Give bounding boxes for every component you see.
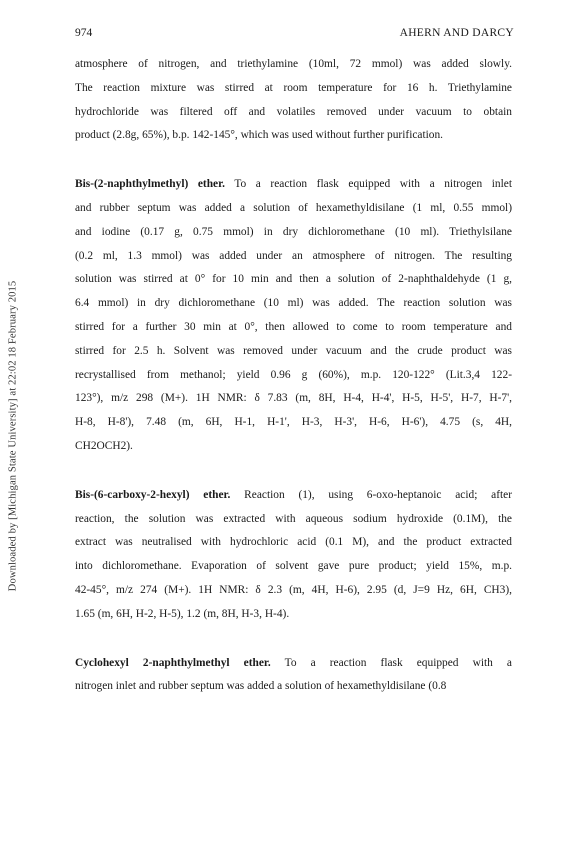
text-line: [75, 508, 512, 532]
article-body: [75, 53, 512, 724]
text-line: [75, 340, 512, 364]
text-line: [75, 603, 512, 627]
line-text: solution was stirred at 0° for 10 min and then a solution of 2-naphthaldehyde (1 g,: [75, 273, 512, 286]
paragraph: [75, 53, 512, 148]
line-text: H-8, H-8'), 7.48 (m, 6H, H-1, H-1', H-3, H-3', H-6, H-6'), 4.75 (s, 4H,: [75, 416, 512, 429]
line-text: 1.65 (m, 6H, H-2, H-5), 1.2 (m, 8H, H-3, H-4).: [75, 607, 290, 620]
text-line: [75, 364, 512, 388]
text-line: [75, 53, 512, 77]
text-line: [75, 316, 512, 340]
line-text: atmosphere of nitrogen, and triethylamine (10ml, 72 mmol) was added slowly.: [75, 58, 512, 70]
line-text: (0.2 ml, 1.3 mmol) was added under an atmosphere of nitrogen. The resulting: [75, 249, 512, 262]
line-text: hydrochloride was filtered off and volatiles removed under vacuum to obtain: [75, 105, 512, 118]
text-line: [75, 652, 512, 676]
line-text: stirred for 2.5 h. Solvent was removed under vacuum and the crude product was: [75, 344, 512, 357]
download-watermark: [2, 236, 24, 636]
paragraph: [75, 173, 512, 459]
text-line: [75, 292, 512, 316]
running-head: AHERN AND DARCY: [399, 27, 514, 39]
text-line: [75, 197, 512, 221]
text-line: [75, 101, 512, 125]
text-line: [75, 124, 512, 148]
section-title: Bis-(6-carboxy-2-hexyl) ether.: [75, 488, 231, 501]
line-text: and iodine (0.17 g, 0.75 mmol) in dry dichloromethane (10 ml). Triethylsilane: [75, 225, 512, 238]
line-text: reaction, the solution was extracted with aqueous sodium hydroxide (0.1M), the: [75, 512, 512, 525]
line-text: into dichloromethane. Evaporation of solvent gave pure product; yield 15%, m.p.: [75, 560, 512, 573]
line-text: To a reaction flask equipped with a nitrogen inlet: [224, 178, 512, 191]
line-text: To a reaction flask equipped with a: [270, 656, 512, 669]
text-line: [75, 484, 512, 508]
text-line: [75, 675, 512, 699]
line-text: Reaction (1), using 6-oxo-heptanoic acid; after: [230, 488, 513, 501]
section-title: Cyclohexyl 2-naphthylmethyl ether.: [75, 656, 271, 669]
text-line: [75, 268, 512, 292]
line-text: The reaction mixture was stirred at room temperature for 16 h. Triethylamine: [75, 81, 512, 94]
line-text: and rubber septum was added a solution of hexamethyldisilane (1 ml, 0.55 mmol): [75, 201, 512, 214]
download-note: Downloaded by [Michigan State University] at 22:02 18 February 2015: [7, 280, 19, 592]
line-text: extract was neutralised with hydrochloric acid (0.1 M), and the product extracted: [75, 536, 512, 549]
line-text: nitrogen inlet and rubber septum was added a solution of hexamethyldisilane (0.8: [75, 680, 447, 693]
text-line: [75, 531, 512, 555]
line-text: 42-45°, m/z 274 (M+). 1H NMR: δ 2.3 (m, 4H, H-6), 2.95 (d, J=9 Hz, 6H, CH3),: [75, 583, 512, 596]
text-line: [75, 411, 512, 435]
line-text: 6.4 mmol) in dry dichloromethane (10 ml) was added. The reaction solution was: [75, 297, 512, 310]
text-line: [75, 221, 512, 245]
paragraph: [75, 652, 512, 700]
text-line: [75, 555, 512, 579]
line-text: stirred for a further 30 min at 0°, then allowed to come to room temperature and: [75, 320, 512, 333]
paragraph: [75, 484, 512, 627]
line-text: CH2OCH2).: [75, 439, 133, 452]
text-line: [75, 77, 512, 101]
page-header: [75, 27, 514, 39]
section-title: Bis-(2-naphthylmethyl) ether.: [75, 178, 225, 191]
text-line: [75, 435, 512, 459]
line-text: recrystallised from methanol; yield 0.96 g (60%), m.p. 120-122° (Lit.3,4 122-: [75, 368, 512, 381]
line-text: product (2.8g, 65%), b.p. 142-145°, which was used without further purification.: [75, 129, 444, 142]
text-line: [75, 245, 512, 269]
text-line: [75, 173, 512, 197]
page-number: 974: [75, 27, 93, 39]
line-text: 123°), m/z 298 (M+). 1H NMR: δ 7.83 (m, 8H, H-4, H-4', H-5, H-5', H-7, H-7',: [75, 392, 512, 405]
text-line: [75, 387, 512, 411]
text-line: [75, 579, 512, 603]
